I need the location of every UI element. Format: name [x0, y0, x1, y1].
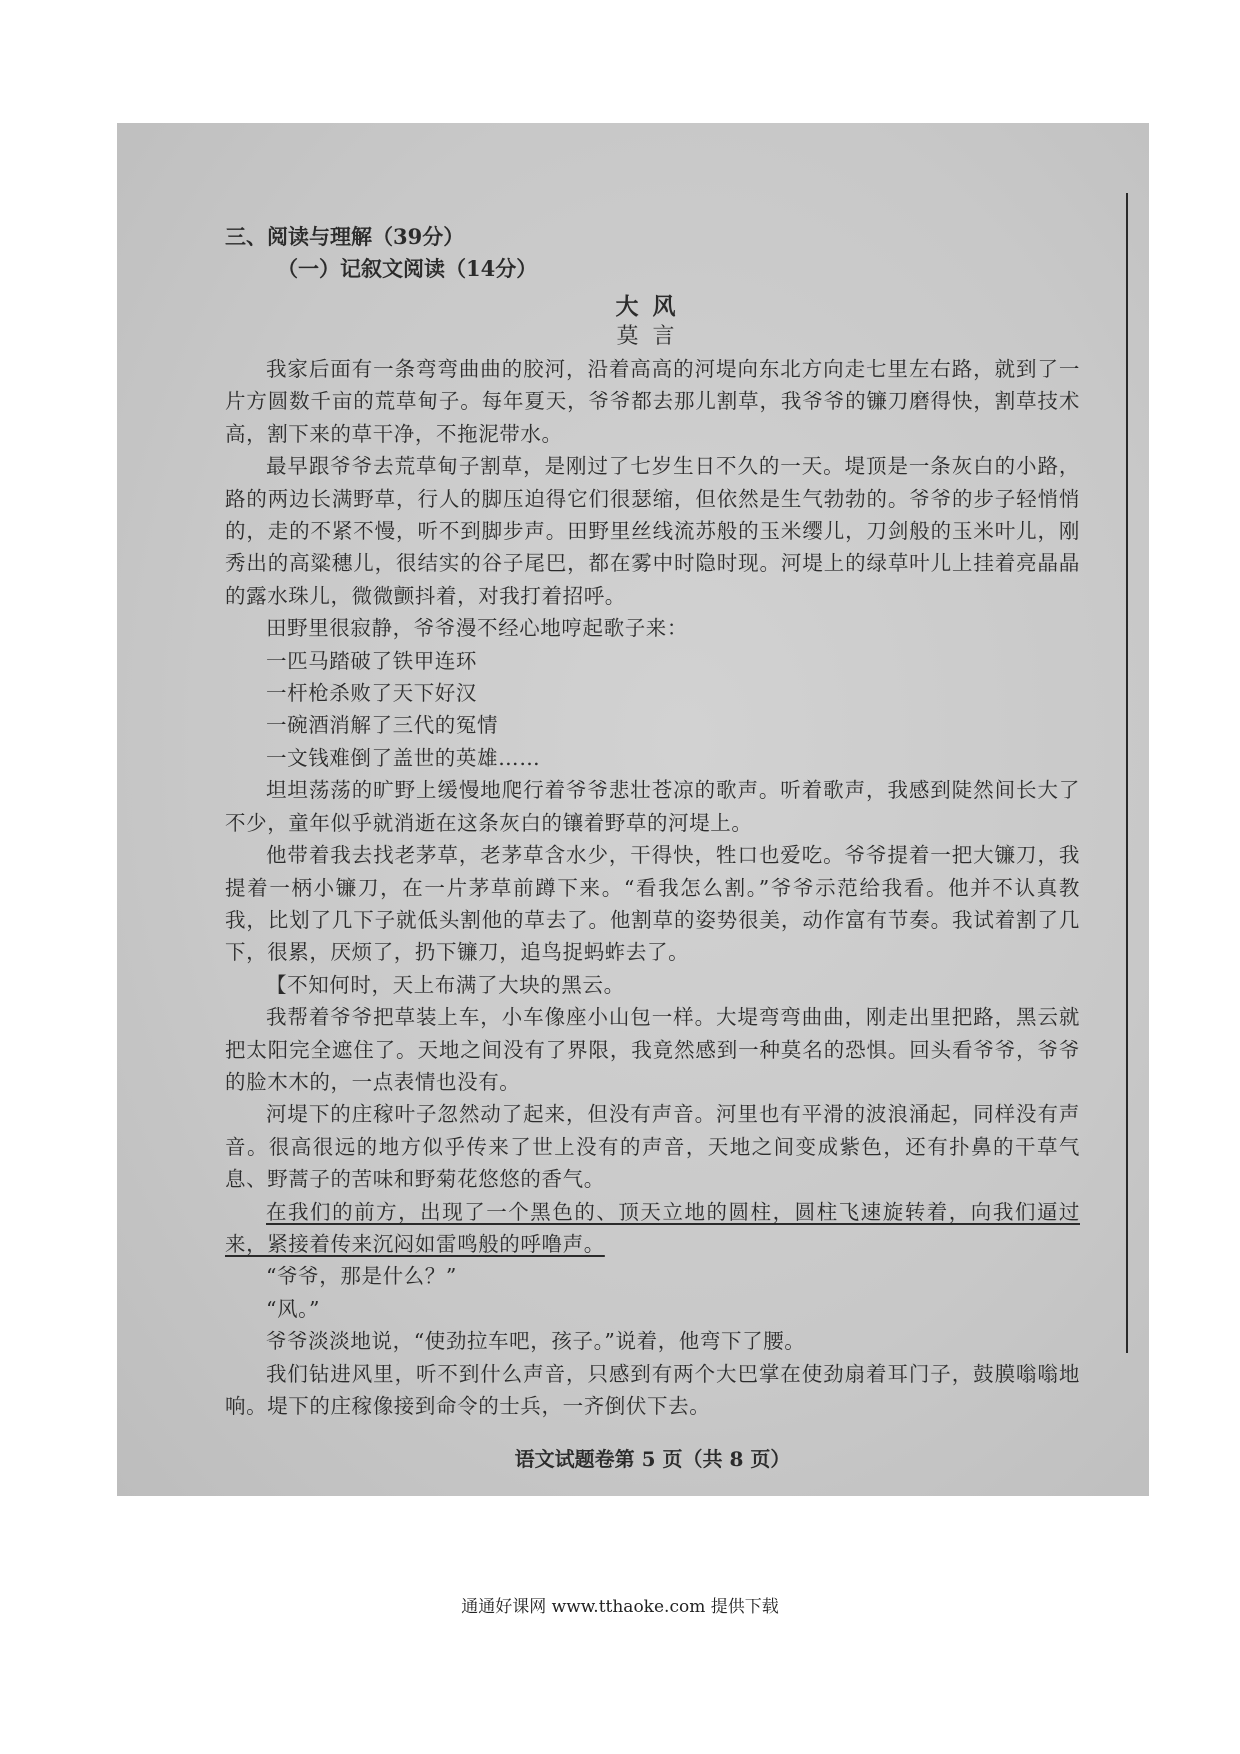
poem-line: 一匹马踏破了铁甲连环	[266, 648, 477, 673]
paragraph: 【不知何时，天上布满了大块的黑云。	[266, 972, 625, 997]
page-number-footer: 语文试题卷第 5 页（共 8 页）	[514, 1447, 791, 1471]
dialogue-line: “爷爷，那是什么？”	[266, 1264, 457, 1289]
paragraph: 我帮着爷爷把草装上车，小车像座小山包一样。大堤弯弯曲曲，刚走出里把路，黑云就把太阳完全遮住了。天地之间没有了界限，我竟然感到一种莫名的恐惧。回头看爷爷，爷爷的脸木木的，一点表情也没有。	[225, 1005, 1080, 1094]
underlined-paragraph	[225, 1196, 1080, 1261]
paragraph: 最早跟爷爷去荒草甸子割草，是刚过了七岁生日不久的一天。堤顶是一条灰白的小路，路的两边长满野草，行人的脚压迫得它们很瑟缩，但依然是生气勃勃的。爷爷的步子轻悄悄的，走的不紧不慢，听不到脚步声。田野里丝线流苏般的玉米缨儿，刀剑般的玉米叶儿，刚秀出的高粱穗儿，很结实的谷子尾巴，都在雾中时隐时现。河堤上的绿草叶儿上挂着亮晶晶的露水珠儿，微微颤抖着，对我打着招呼。	[225, 454, 1080, 608]
scanned-exam-page	[117, 123, 1149, 1496]
poem-line: 一杆枪杀败了天下好汉	[266, 681, 477, 706]
paragraph: 河堤下的庄稼叶子忽然动了起来，但没有声音。河里也有平滑的波浪涌起，同样没有声音。很高很远的地方似乎传来了世上没有的声音，天地之间变成紫色，还有扑鼻的干草气息、野蒿子的苦味和野菊花悠悠的香气。	[225, 1102, 1080, 1192]
paragraph: 他带着我去找老茅草，老茅草含水少，干得快，牲口也爱吃。爷爷提着一把大镰刀，我提着一柄小镰刀，在一片茅草前蹲下来。“看我怎么割。”爷爷示范给我看。他并不认真教我，比划了几下子就低头割他的草去了。他割草的姿势很美，动作富有节奏。我试着割了几下，很累，厌烦了，扔下镰刀，追鸟捉蚂蚱去了。	[225, 843, 1080, 965]
paragraph: 我家后面有一条弯弯曲曲的胶河，沿着高高的河堤向东北方向走七里左右路，就到了一片方圆数千亩的荒草甸子。每年夏天，爷爷都去那儿割草，我爷爷的镰刀磨得快，割草技术高，割下来的草干净，不拖泥带水。	[225, 357, 1080, 446]
paragraph: 坦坦荡荡的旷野上缓慢地爬行着爷爷悲壮苍凉的歌声。听着歌声，我感到陡然间长大了不少，童年似乎就消逝在这条灰白的镶着野草的河堤上。	[225, 778, 1080, 835]
poem-line: 一碗酒消解了三代的冤情	[266, 713, 499, 738]
site-credit: 通通好课网 www.tthaoke.com 提供下载	[461, 1597, 779, 1617]
article-body	[225, 353, 1080, 1422]
section-title: 三、阅读与理解（39分）	[225, 224, 465, 249]
paragraph: 爷爷淡淡地说，“使劲拉车吧，孩子。”说着，他弯下了腰。	[266, 1329, 806, 1354]
paragraph: 我们钻进风里，听不到什么声音，只感到有两个大巴掌在使劲扇着耳门子，鼓膜嗡嗡地响。堤下的庄稼像接到命令的士兵，一齐倒伏下去。	[225, 1361, 1080, 1418]
poem-line: 一文钱难倒了盖世的英雄……	[266, 745, 541, 770]
dialogue-line: “风。”	[266, 1296, 321, 1321]
underlined-text: 在我们的前方，出现了一个黑色的、顶天立地的圆柱，圆柱飞速旋转着，向我们逼过来，紧接着传来沉闷如雷鸣般的呼噜声。	[225, 1199, 1080, 1256]
margin-rule	[1126, 193, 1128, 1353]
article-author: 莫言	[616, 324, 689, 349]
article-title: 大风	[615, 293, 690, 320]
paragraph: 田野里很寂静，爷爷漫不经心地哼起歌子来：	[266, 616, 688, 641]
subsection-title: （一）记叙文阅读（14分）	[277, 256, 538, 281]
